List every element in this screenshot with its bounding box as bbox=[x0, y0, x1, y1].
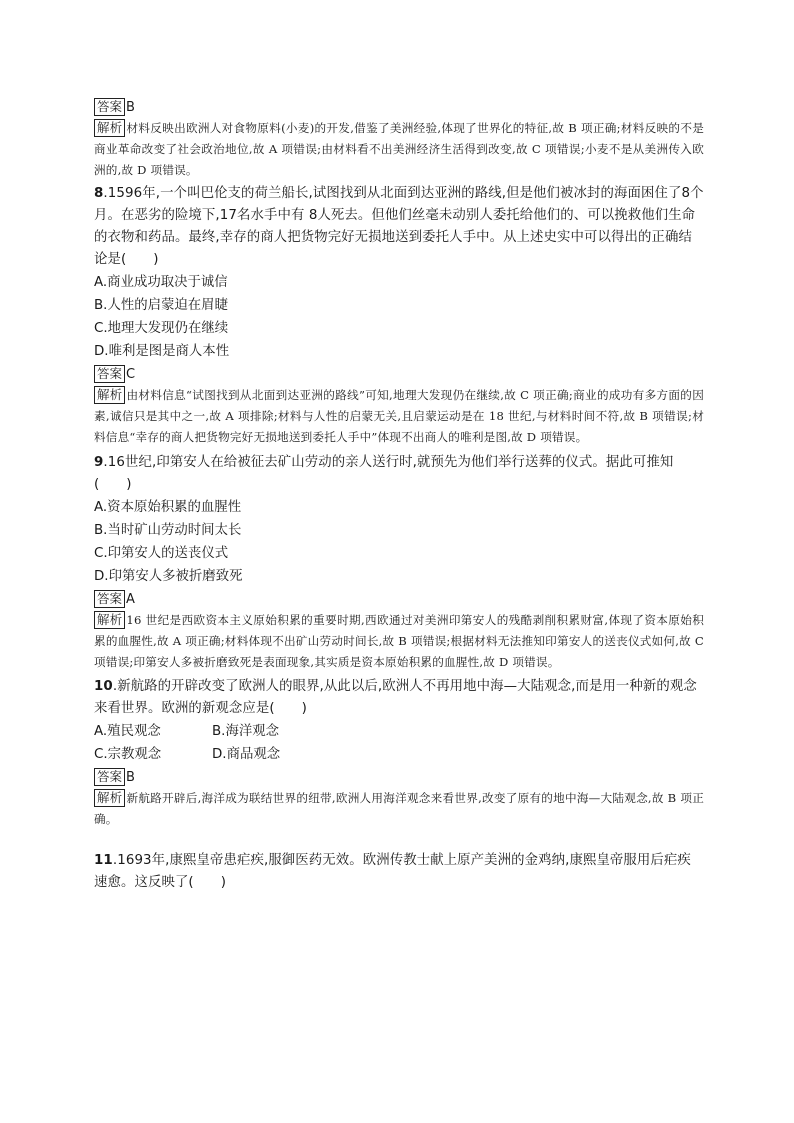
answer-value: B bbox=[126, 770, 135, 785]
explanation-tag: 解析 bbox=[94, 789, 125, 807]
document-page bbox=[94, 96, 704, 894]
question-number: 11 bbox=[94, 853, 113, 868]
explanation-tag: 解析 bbox=[94, 386, 125, 404]
options-row-2 bbox=[94, 743, 704, 766]
option-c: C.地理大发现仍在继续 bbox=[94, 321, 229, 336]
option-d: D.商品观念 bbox=[212, 747, 281, 762]
question-text: .1596年,一个叫巴伦支的荷兰船长,试图找到从北面到达亚洲的路线,但是他们被冰封的海面困住了8个月。在恶劣的险境下,17名水手中有 8人死去。但他们丝毫未动别人委托给他们的、可以挽救他们生命的衣物和药品。最终,幸存的商人把货物完好无损地送到委托人手中。从上述史实中可以得出的正确结论是( ) bbox=[94, 186, 704, 267]
answer-value: A bbox=[126, 592, 135, 607]
answer-tag: 答案 bbox=[94, 590, 125, 608]
explanation bbox=[94, 385, 704, 448]
explanation-text: 材料反映出欧洲人对食物原料(小麦)的开发,借鉴了美洲经验,体现了世界化的特征,故 B 项正确;材料反映的不是商业革命改变了社会政治地位,故 A 项错误;由材料看不出美洲经济生活得到改变,故 C 项错误;小麦不是从美洲传入欧洲的,故 D 项错误。 bbox=[94, 121, 704, 177]
question-number: 10 bbox=[94, 679, 113, 694]
answer-line bbox=[94, 767, 704, 788]
explanation bbox=[94, 788, 704, 830]
question-11-block bbox=[94, 850, 704, 894]
option-c: C.印第安人的送丧仪式 bbox=[94, 546, 229, 561]
option-a: A.殖民观念 bbox=[94, 724, 161, 739]
options-row-1 bbox=[94, 720, 704, 743]
question-9-block bbox=[94, 452, 704, 673]
question-7-block bbox=[94, 97, 704, 181]
explanation-tag: 解析 bbox=[94, 611, 125, 629]
question-stem bbox=[94, 676, 704, 720]
answer-value: C bbox=[126, 367, 136, 382]
question-number: 8 bbox=[94, 186, 104, 201]
question-10-block bbox=[94, 676, 704, 830]
explanation-text: 由材料信息“试图找到从北面到达亚洲的路线”可知,地理大发现仍在继续,故 C 项正确;商业的成功有多方面的因素,诚信只是其中之一,故 A 项排除;材料与人性的启蒙无关,且启蒙运动是在 18 世纪,与材料时间不符,故 B 项错误;材料信息“幸存的商人把货物完好无损地送到委托人手中”体现不出商人的唯利是图,故 D 项错误。 bbox=[94, 388, 704, 444]
question-stem bbox=[94, 183, 704, 271]
explanation bbox=[94, 118, 704, 181]
answer-line bbox=[94, 589, 704, 610]
option-a: A.商业成功取决于诚信 bbox=[94, 275, 228, 290]
option-c: C.宗教观念 bbox=[94, 747, 162, 762]
question-stem bbox=[94, 452, 704, 496]
question-text: .新航路的开辟改变了欧洲人的眼界,从此以后,欧洲人不再用地中海—大陆观念,而是用一种新的观念来看世界。欧洲的新观念应是( ) bbox=[94, 679, 697, 716]
option-b: B.当时矿山劳动时间太长 bbox=[94, 523, 242, 538]
option-d: D.唯利是图是商人本性 bbox=[94, 344, 230, 359]
question-number: 9 bbox=[94, 455, 104, 470]
answer-line bbox=[94, 97, 704, 118]
option-a: A.资本原始积累的血腥性 bbox=[94, 500, 242, 515]
question-stem bbox=[94, 850, 704, 894]
option-b: B.人性的启蒙迫在眉睫 bbox=[94, 298, 228, 313]
explanation bbox=[94, 610, 704, 673]
answer-line bbox=[94, 364, 704, 385]
option-d: D.印第安人多被折磨致死 bbox=[94, 569, 243, 584]
explanation-tag: 解析 bbox=[94, 119, 125, 137]
explanation-text: 新航路开辟后,海洋成为联结世界的纽带,欧洲人用海洋观念来看世界,改变了原有的地中海—大陆观念,故 B 项正确。 bbox=[94, 791, 704, 826]
option-b: B.海洋观念 bbox=[212, 724, 280, 739]
question-text: .1693年,康熙皇帝患疟疾,服御医药无效。欧洲传教士献上原产美洲的金鸡纳,康熙皇帝服用后疟疾速愈。这反映了( ) bbox=[94, 853, 691, 890]
answer-tag: 答案 bbox=[94, 768, 125, 786]
question-8-block bbox=[94, 183, 704, 448]
answer-value: B bbox=[126, 100, 135, 115]
answer-tag: 答案 bbox=[94, 98, 125, 116]
answer-tag: 答案 bbox=[94, 365, 125, 383]
explanation-text: 16 世纪是西欧资本主义原始积累的重要时期,西欧通过对美洲印第安人的残酷剥削积累财富,体现了资本原始积累的血腥性,故 A 项正确;材料体现不出矿山劳动时间长,故 B 项错误;根据材料无法推知印第安人的送丧仪式如何,故 C 项错误;印第安人多被折磨致死是表面现象,其实质是资本原始积累的血腥性,故 D 项错误。 bbox=[94, 613, 704, 669]
question-text: .16世纪,印第安人在给被征去矿山劳动的亲人送行时,就预先为他们举行送葬的仪式。据此可推知( ) bbox=[94, 455, 674, 492]
